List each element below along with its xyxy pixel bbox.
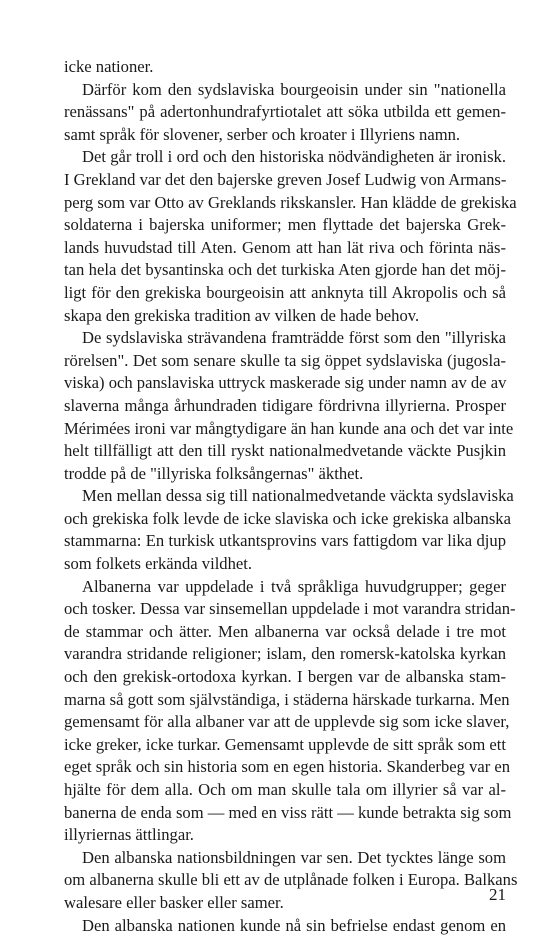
text-line: de stammar och ätter. Men albanerna var också delade i tre mot — [64, 621, 506, 641]
text-line: icke greker, icke turkar. Gemensamt upplevde de sitt språk som ett — [64, 734, 506, 754]
text-line: walesare eller basker eller samer. — [64, 892, 284, 912]
text-line: marna så gott som självständiga, i städerna härskade turkarna. Men — [64, 689, 510, 709]
text-line: eget språk och sin historia som en egen historia. Skanderbeg var en — [64, 757, 511, 777]
text-line: renässans" på adertonhundrafyrtiotalet att söka utbilda ett gemen- — [64, 102, 506, 122]
text-line: gemensamt för alla albaner var att de upplevde sig som icke slaver, — [64, 712, 510, 732]
text-line: tan hela det bysantinska och det turkiska Aten gjorde han det möj- — [64, 260, 506, 280]
text-line: soldaterna i bajerska uniformer; men flyttade det bajerska Grek- — [64, 215, 506, 235]
text-line: ligt för den grekiska bourgeoisin att anknyta till Akropolis och så — [64, 282, 506, 302]
text-line: icke nationer. — [64, 57, 154, 76]
text-line: De sydslaviska strävandena framträdde först som den "illyriska — [82, 328, 506, 348]
text-line: om albanerna skulle bli ett av de utplånade folken i Europa. Balkans — [64, 870, 518, 890]
text-line: och grekiska folk levde de icke slaviska och icke grekiska albanska — [64, 508, 511, 528]
text-line: Det går troll i ord och den historiska nödvändigheten är ironisk. — [82, 147, 506, 167]
text-line: Den albanska nationen kunde nå sin befrielse endast genom en — [82, 915, 506, 935]
text-line: Men mellan dessa sig till nationalmedvetande väckta sydslaviska — [82, 486, 514, 506]
text-line: illyriernas ättlingar. — [64, 825, 194, 845]
text-line: Den albanska nationsbildningen var sen. Det tycktes länge som — [82, 847, 506, 867]
text-line: I Grekland var det den bajerske greven Josef Ludwig von Armans- — [64, 169, 507, 189]
text-line: som folkets erkända vildhet. — [64, 554, 253, 574]
text-line: hjälte för dem alla. Och om man skulle tala om illyrier så var al- — [64, 780, 506, 799]
text-line: samt språk för slovener, serber och kroater i Illyriens namn. — [64, 124, 461, 144]
text-line: stammarna: En turkisk utkantsprovins vars fattigdom var lika djup — [64, 531, 506, 551]
text-line: skapa den grekiska tradition av vilken de hade behov. — [64, 305, 420, 325]
text-line: Albanerna var uppdelade i två språkliga huvudgrupper; geger — [82, 576, 506, 596]
text-line: varandra stridande religioner; islam, den romersk-katolska kyrkan — [64, 644, 506, 664]
text-line: lands huvudstad till Aten. Genom att han lät riva och förinta näs- — [64, 237, 506, 257]
text-line: rörelsen". Det som senare skulle ta sig öppet sydslaviska (jugosla- — [64, 350, 506, 370]
text-line: viska) och panslaviska uttryck maskerade sig under namn av de av — [64, 373, 507, 393]
body-text — [64, 56, 518, 937]
page-number: 21 — [489, 885, 506, 904]
text-line: Mérimées ironi var mångtydigare än han kunde ana och det var inte — [64, 418, 514, 438]
text-line: och den grekisk-ortodoxa kyrkan. I bergen var de albanska stam- — [64, 667, 506, 687]
text-line: slaverna många århundraden tidigare fördrivna illyrierna. Prosper — [64, 395, 506, 415]
text-line: Därför kom den sydslaviska bourgeoisin under sin "nationella — [82, 79, 506, 99]
text-line: trodde på de "illyriska folksångernas" äkthet. — [64, 463, 364, 483]
text-line: helt tillfälligt att den till ryskt nationalmedvetande väckte Pusjkin — [64, 441, 506, 461]
text-line: perg som var Otto av Greklands rikskansler. Han klädde de grekiska — [64, 192, 517, 212]
text-line: och tosker. Dessa var sinsemellan uppdelade i mot varandra stridan- — [64, 599, 516, 619]
text-line: banerna de enda som — med en viss rätt — kunde betrakta sig som — [64, 802, 512, 822]
